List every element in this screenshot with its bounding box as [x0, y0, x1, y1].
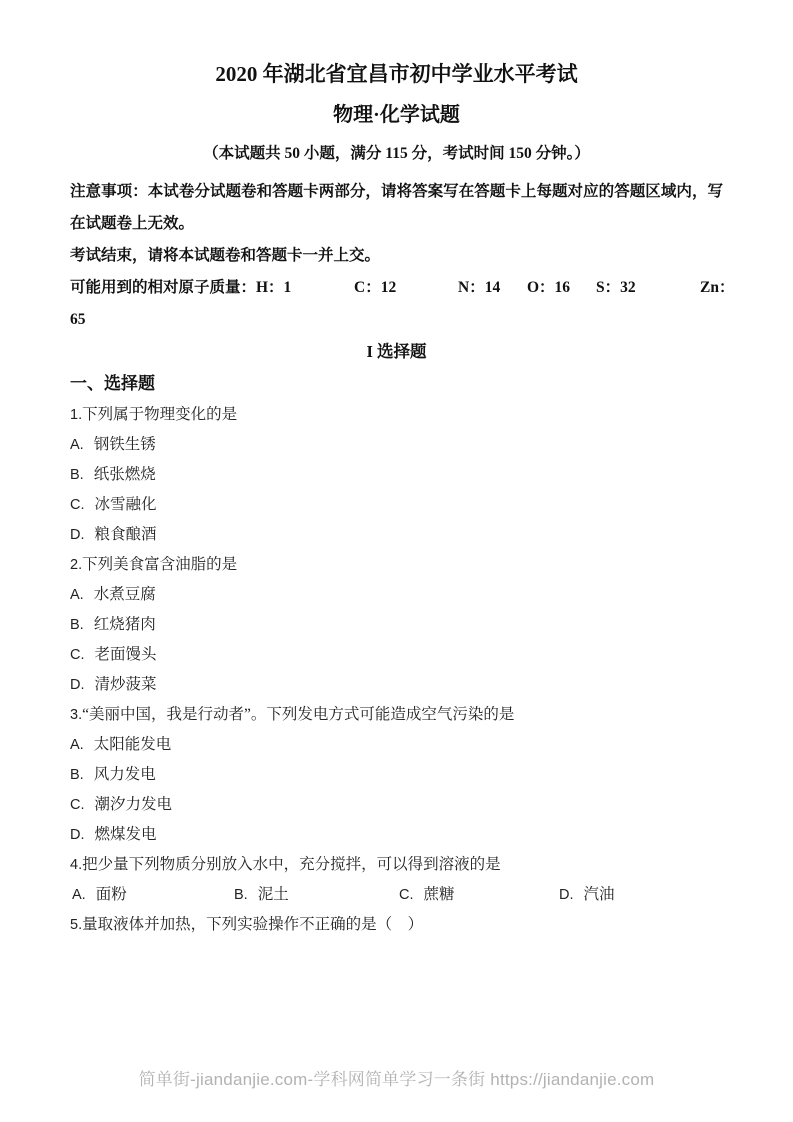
- atomic-masses-line: [70, 272, 735, 304]
- atomic-masses-lead: 可能用到的相对原子质量：H：1: [70, 279, 292, 296]
- option-letter: D.: [70, 677, 85, 693]
- question-4-option-c: [399, 880, 455, 910]
- atomic-mass-zn-value: 65: [70, 311, 86, 328]
- question-1-option-d: [70, 520, 723, 550]
- subsection-heading: 一、选择题: [70, 374, 155, 393]
- atomic-mass-zn: Zn：: [700, 279, 735, 296]
- option-letter: B.: [70, 617, 84, 633]
- question-4-option-a: [72, 880, 127, 910]
- option-text: 蔗糖: [423, 886, 455, 903]
- exam-title: 2020 年湖北省宜昌市初中学业水平考试: [215, 62, 578, 86]
- question-1-text: 下列属于物理变化的是: [82, 406, 238, 423]
- option-text: 水煮豆腐: [93, 586, 156, 603]
- question-4-option-b: [234, 880, 289, 910]
- option-text: 泥土: [257, 886, 289, 903]
- question-2-option-c: [70, 640, 723, 670]
- option-letter: D.: [70, 827, 85, 843]
- option-text: 钢铁生锈: [93, 436, 156, 453]
- question-3-option-d: [70, 820, 723, 850]
- question-1: [70, 400, 723, 430]
- question-2-option-b: [70, 610, 723, 640]
- watermark-footer: 简单街-jiandanjie.com-学科网简单学习一条街 https://jiandanjie.com: [138, 1070, 655, 1089]
- atomic-mass-s: S：32: [596, 279, 636, 296]
- option-letter: C.: [70, 647, 85, 663]
- option-text: 汽油: [583, 886, 615, 903]
- option-text: 风力发电: [93, 766, 156, 783]
- atomic-mass-o: O：16: [527, 279, 571, 296]
- exam-notice: 注意事项：本试卷分试题卷和答题卡两部分，请将答案写在答题卡上每题对应的答题区域内，写在试题卷上无效。: [70, 183, 723, 232]
- option-letter: C.: [70, 497, 85, 513]
- question-1-option-c: [70, 490, 723, 520]
- option-text: 纸张燃烧: [93, 466, 156, 483]
- atomic-mass-c: C：12: [354, 279, 397, 296]
- question-1-option-b: [70, 460, 723, 490]
- option-letter: A.: [70, 587, 84, 603]
- option-text: 太阳能发电: [93, 736, 172, 753]
- option-letter: C.: [399, 887, 414, 903]
- question-1-number: 1.: [70, 407, 83, 423]
- question-4-text: 把少量下列物质分别放入水中，充分搅拌，可以得到溶液的是: [82, 856, 501, 873]
- option-letter: B.: [234, 887, 248, 903]
- question-5-text: 量取液体并加热，下列实验操作不正确的是（ ）: [82, 916, 424, 933]
- option-letter: B.: [70, 767, 84, 783]
- atomic-mass-n: N：14: [458, 279, 501, 296]
- option-letter: A.: [70, 437, 84, 453]
- option-letter: A.: [70, 737, 84, 753]
- option-text: 清炒菠菜: [94, 676, 157, 693]
- option-text: 潮汐力发电: [94, 796, 173, 813]
- exam-info-line: （本试题共 50 小题，满分 115 分，考试时间 150 分钟。）: [203, 145, 590, 162]
- question-5-number: 5.: [70, 917, 83, 933]
- question-3: [70, 700, 723, 730]
- section-heading: I 选择题: [366, 342, 427, 361]
- question-3-option-c: [70, 790, 723, 820]
- question-3-option-a: [70, 730, 723, 760]
- option-text: 冰雪融化: [94, 496, 157, 513]
- exam-submit-note: 考试结束，请将本试题卷和答题卡一并上交。: [70, 247, 381, 264]
- question-3-text: “美丽中国，我是行动者”。下列发电方式可能造成空气污染的是: [82, 706, 515, 723]
- option-letter: A.: [72, 887, 86, 903]
- option-letter: D.: [559, 887, 574, 903]
- question-2: [70, 550, 723, 580]
- question-5: [70, 910, 723, 940]
- option-text: 老面馒头: [94, 646, 157, 663]
- option-letter: C.: [70, 797, 85, 813]
- option-text: 燃煤发电: [94, 826, 157, 843]
- question-2-option-a: [70, 580, 723, 610]
- question-1-option-a: [70, 430, 723, 460]
- option-text: 红烧猪肉: [93, 616, 156, 633]
- question-2-option-d: [70, 670, 723, 700]
- question-4-number: 4.: [70, 857, 83, 873]
- exam-subtitle: 物理·化学试题: [333, 104, 460, 126]
- question-2-text: 下列美食富含油脂的是: [82, 556, 238, 573]
- option-text: 面粉: [95, 886, 127, 903]
- question-3-number: 3.: [70, 707, 83, 723]
- question-3-option-b: [70, 760, 723, 790]
- question-4-options-row: [70, 880, 723, 910]
- option-text: 粮食酿酒: [94, 526, 157, 543]
- question-4-option-d: [559, 880, 615, 910]
- option-letter: B.: [70, 467, 84, 483]
- question-2-number: 2.: [70, 557, 83, 573]
- option-letter: D.: [70, 527, 85, 543]
- question-4: [70, 850, 723, 880]
